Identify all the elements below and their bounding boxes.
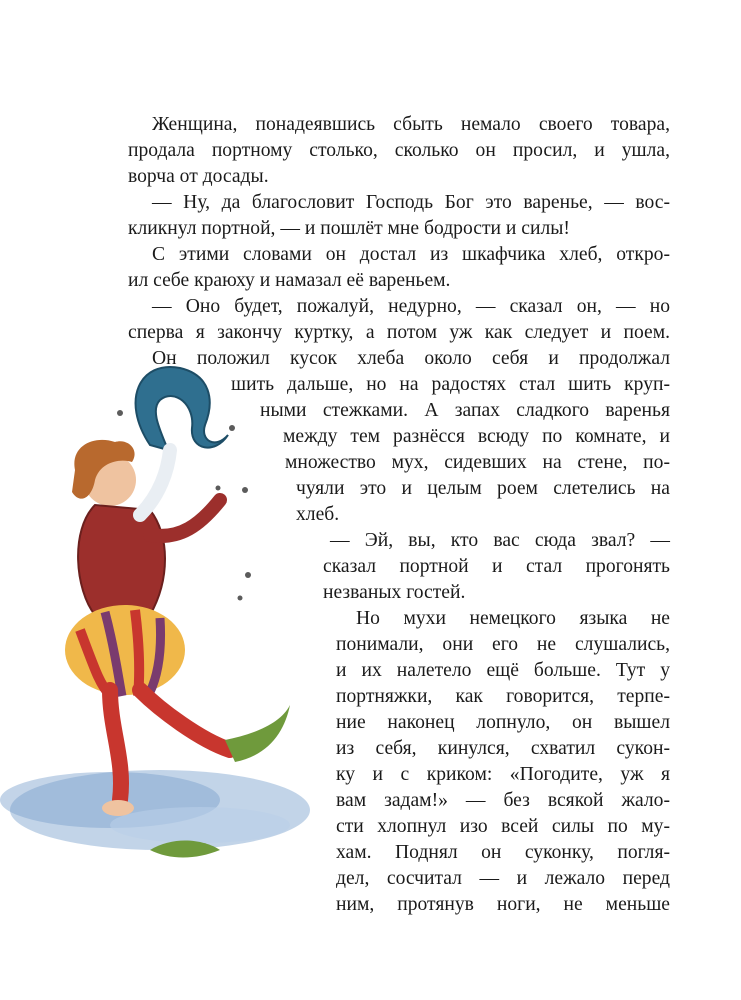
floor-wash-icon [0,770,310,850]
text-line: понимали, они его не слушались, [336,634,670,655]
foot-icon [102,800,134,816]
text-line: множество мух, сидевших на стене, по- [285,452,670,473]
arm-icon [150,500,220,536]
text-line: — Оно будет, пожалуй, недурно, — сказал он, — но [152,296,670,317]
text-line: Женщина, понадеявшись сбыть немало своего товара, [152,114,670,135]
text-line: ку и с криком: «Погодите, уж я [336,764,670,785]
jacket-icon [78,505,165,615]
tailor-illustration [0,330,330,890]
text-line: ворча от досады. [128,166,269,187]
text-line: ние наконец лопнуло, он вышел [336,712,670,733]
text-line: кликнул портной, — и пошлёт мне бодрости и силы! [128,218,570,239]
text-line: вам задам!» — без всякой жало- [336,790,670,811]
arm-icon [140,450,170,515]
text-line: сти хлопнул изо всей силы по му- [336,816,670,837]
text-line: хам. Поднял он суконку, погля- [336,842,670,863]
text-line: сказал портной и стал прогонять [323,556,670,577]
text-line: — Эй, вы, кто вас сюда звал? — [330,530,670,551]
text-line: сперва я закончу куртку, а потом уж как следует и поем. [128,322,670,343]
text-line: — Ну, да благословит Господь Бог это варенье, — вос- [152,192,670,213]
leg-icon [140,690,230,750]
text-line: портняжки, как говорится, терпе- [336,686,670,707]
text-line: С этими словами он достал из шкафчика хлеб, откро- [152,244,670,265]
pants-icon [65,605,185,696]
text-line: Он положил кусок хлеба около себя и продолжал [152,348,670,369]
text-line: дел, сосчитал — и лежало перед [336,868,670,889]
text-line: ными стежками. А запах сладкого варенья [260,400,670,421]
text-line: шить дальше, но на радостях стал шить круп- [231,374,670,395]
text-line: Но мухи немецкого языка не [356,608,670,629]
text-line: продала портному столько, сколько он просил, и ушла, [128,140,670,161]
shoe-icon [225,705,290,762]
text-line: незваных гостей. [323,582,466,603]
text-line: из себя, кинулся, схватил сукон- [336,738,670,759]
text-line: между тем разнёсся всюду по комнате, и [283,426,670,447]
text-line: хлеб. [296,504,340,525]
text-line: и их налетело ещё больше. Тут у [336,660,670,681]
cloth-icon [136,367,228,450]
text-line: ним, протянув ноги, не меньше [336,894,670,915]
text-line: чуяли это и целым роем слетелись на [296,478,670,499]
text-line: ил себе краюху и намазал её вареньем. [128,270,451,291]
